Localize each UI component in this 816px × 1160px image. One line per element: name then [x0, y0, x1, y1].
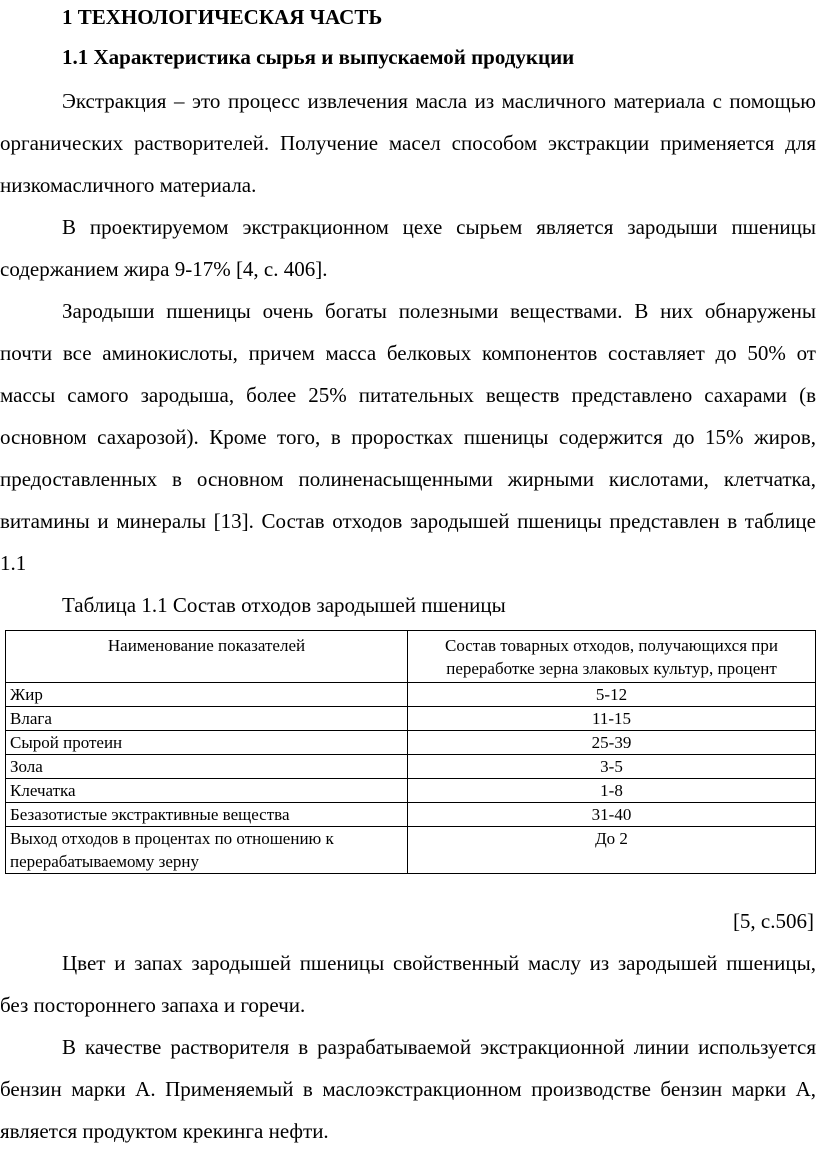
table-row [6, 707, 816, 731]
paragraph-color-smell: Цвет и запах зародышей пшеницы свойственный маслу из зародышей пшеницы, без постороннего запаха и горечи. [0, 951, 816, 1017]
table-cell-name: Жир [6, 683, 408, 707]
table-cell-name: Выход отходов в процентах по отношению к перерабатываемому зерну [6, 827, 408, 874]
table-row [6, 683, 816, 707]
paragraph-raw-material: В проектируемом экстракционном цехе сырьем является зародыши пшеницы содержанием жира 9-17% [4, с. 406]. [0, 215, 816, 281]
table-cell-name: Влага [6, 707, 408, 731]
table-row [6, 755, 816, 779]
table-header-cell: Наименование показателей [6, 631, 408, 683]
section-heading: 1.1 Характеристика сырья и выпускаемой продукции [62, 45, 575, 69]
table-cell-value: 11-15 [408, 707, 816, 731]
table-row [6, 827, 816, 874]
table-header-row [6, 631, 816, 683]
table-cell-value: 5-12 [408, 683, 816, 707]
paragraph-solvent: В качестве растворителя в разрабатываемой экстракционной линии используется бензин марки А. Применяемый в маслоэкстракционном производстве бензин марки А, является продуктом крекинга нефти. [0, 1035, 816, 1143]
table-header-cell: Состав товарных отходов, получающихся при переработке зерна злаковых культур, процент [408, 631, 816, 683]
table-cell-value: 31-40 [408, 803, 816, 827]
paragraph-extraction: Экстракция – это процесс извлечения масла из масличного материала с помощью органических растворителей. Получение масел способом экстракции применяется для низкомасличного материала. [0, 89, 816, 197]
table-cell-name: Клечатка [6, 779, 408, 803]
table-cell-value: До 2 [408, 827, 816, 874]
table-cell-value: 1-8 [408, 779, 816, 803]
composition-table [5, 630, 816, 874]
table-cell-value: 3-5 [408, 755, 816, 779]
table-reference: [5, с.506] [732, 909, 814, 933]
table-cell-name: Зола [6, 755, 408, 779]
table-row [6, 779, 816, 803]
table-caption: Таблица 1.1 Состав отходов зародышей пшеницы [62, 593, 506, 617]
table-cell-name: Сырой протеин [6, 731, 408, 755]
table-row [6, 803, 816, 827]
chapter-heading: 1 ТЕХНОЛОГИЧЕСКАЯ ЧАСТЬ [62, 5, 383, 29]
paragraph-wheat-germ: Зародыши пшеницы очень богаты полезными веществами. В них обнаружены почти все аминокислоты, причем масса белковых компонентов составляет до 50% от массы самого зародыша, более 25% питательных веществ представлено сахарами (в основном сахарозой). Кроме того, в проростках пшеницы содержится до 15% жиров, предоставленных в основном полиненасыщенными жирными кислотами, клетчатка, витамины и минералы [13]. Состав отходов зародышей пшеницы представлен в таблице 1.1 [0, 299, 816, 575]
table-cell-value: 25-39 [408, 731, 816, 755]
table-cell-name: Безазотистые экстрактивные вещества [6, 803, 408, 827]
table-row [6, 731, 816, 755]
